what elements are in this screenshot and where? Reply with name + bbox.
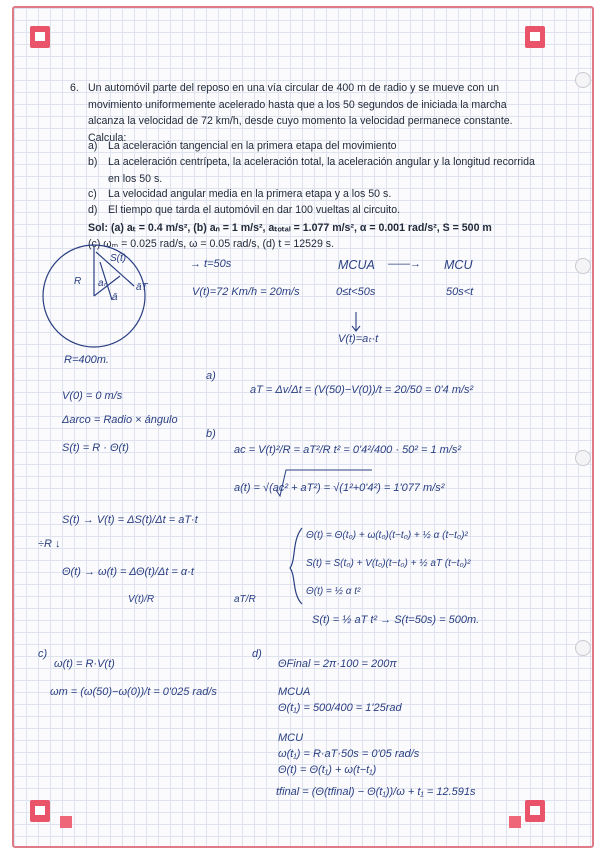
theta-mcu: Θ(t) = Θ(t₁) + ω(t−t₁): [278, 764, 377, 776]
mcua-arrow: ——→: [388, 258, 421, 270]
under-note-2: aT/R: [234, 594, 256, 605]
question-label: b): [88, 156, 98, 168]
circle-diagram: [43, 245, 145, 347]
range-mcua: 0≤t<50s: [336, 286, 376, 298]
omega-t1: ω(t₁) = R·aT·50s = 0'05 rad/s: [278, 748, 420, 760]
at-equation: aT = Δv/Δt = (V(50)−V(0))/t = 20/50 = 0'4 m/s²: [250, 384, 474, 396]
problem-statement: Un automóvil parte del reposo en una vía circular de 400 m de radio y se mueve con un movimiento uniformemente acelerado hasta que a los 50 segundos de iniciada la marcha alcanza la velocidad de 72 km/h, desde cuyo momento la velocidad permanece constante. Calcula:: [88, 82, 513, 144]
ac-equation: ac = V(t)²/R = aT²/R t² = 0'4²/400 · 50² = 1 m/s²: [234, 444, 462, 456]
problem-number: 6.: [70, 82, 79, 94]
diagram-r-label: R: [74, 276, 82, 287]
solution-line-2: (c) ωₘ = 0.025 rad/s, ω = 0.05 rad/s, (d) t = 12529 s.: [88, 238, 335, 250]
under-note-1: V(t)/R: [128, 594, 155, 605]
v0-note: V(0) = 0 m/s: [62, 390, 123, 402]
brace-stroke: [290, 528, 302, 604]
mcu-title: MCU: [444, 258, 473, 272]
theta-final: ΘFinal = 2π·100 = 200π: [278, 658, 397, 670]
omega-rv: ω(t) = R·V(t): [54, 658, 115, 670]
vt-equation: V(t)=aₜ·t: [338, 333, 379, 345]
part-c-label: c): [38, 648, 48, 660]
brace-equation-2: S(t) = S(t₀) + V(t₀)(t−t₀) + ½ aT (t−t₀)²: [306, 558, 471, 569]
theta-t1: Θ(t₁) = 500/400 = 1'25rad: [278, 702, 402, 714]
velocity-note: V(t)=72 Km/h = 20m/s: [192, 286, 300, 298]
t50-note: → t=50s: [190, 258, 232, 270]
vertical-arrow: [352, 312, 360, 331]
st-chain: S(t) → V(t) = ΔS(t)/Δt = aT·t: [62, 514, 198, 526]
omega-mean: ωm = (ω(50)−ω(0))/t = 0'025 rad/s: [50, 686, 217, 698]
theta-chain: Θ(t) → ω(t) = ΔΘ(t)/Δt = α·t: [62, 566, 194, 578]
part-a-label: a): [206, 370, 216, 382]
question-label: a): [88, 140, 98, 152]
brace-equation-1: Θ(t) = Θ(t₀) + ω(t₀)(t−t₀) + ½ α (t−t₀)²: [306, 530, 468, 541]
diagram-s-label: S(t): [110, 253, 127, 264]
s-result: S(t) = ½ aT t² → S(t=50s) = 500m.: [312, 614, 480, 626]
part-d-label: d): [252, 648, 262, 660]
part-b-label: b): [206, 428, 216, 440]
question-text: La velocidad angular media en la primera etapa y a los 50 s.: [108, 188, 392, 200]
brace-equation-3: Θ(t) = ½ α t²: [306, 586, 361, 597]
t-final: tfinal = (Θ(tfinal) − Θ(t₁))/ω + t₁ = 12.591s: [276, 786, 476, 798]
mcua-title: MCUA: [338, 258, 375, 272]
question-text: La aceleración centrípeta, la aceleración total, la aceleración angular y la longitud recorrida en los 50 s.: [108, 156, 535, 185]
question-label: d): [88, 204, 98, 216]
solution-line-1: Sol: (a) aₜ = 0.4 m/s², (b) aₙ = 1 m/s², aₜₒₜₐₗ = 1.077 m/s², α = 0.001 rad/s², S = 500 m: [88, 222, 492, 234]
diagram-an-label: aₙ: [98, 278, 108, 289]
mcua-subtitle: MCUA: [278, 686, 311, 698]
question-text: El tiempo que tarda el automóvil en dar 100 vueltas al circuito.: [108, 204, 401, 216]
mcu-subtitle: MCU: [278, 732, 304, 744]
question-label: c): [88, 188, 97, 200]
range-mcu: 50s<t: [446, 286, 474, 298]
arc-note: Δarco = Radio × ángulo: [62, 414, 178, 426]
question-text: La aceleración tangencial en la primera etapa del movimiento: [108, 140, 397, 152]
st-note: S(t) = R · Θ(t): [62, 442, 129, 454]
radius-note: R=400m.: [64, 354, 109, 366]
divide-r-note: ÷R ↓: [38, 538, 61, 550]
diagram-at-label: āT: [136, 282, 148, 293]
diagram-a-label: ā: [112, 292, 118, 303]
atot-equation: a(t) = √(ac² + aT²) = √(1²+0'4²) = 1'077 m/s²: [234, 482, 445, 494]
